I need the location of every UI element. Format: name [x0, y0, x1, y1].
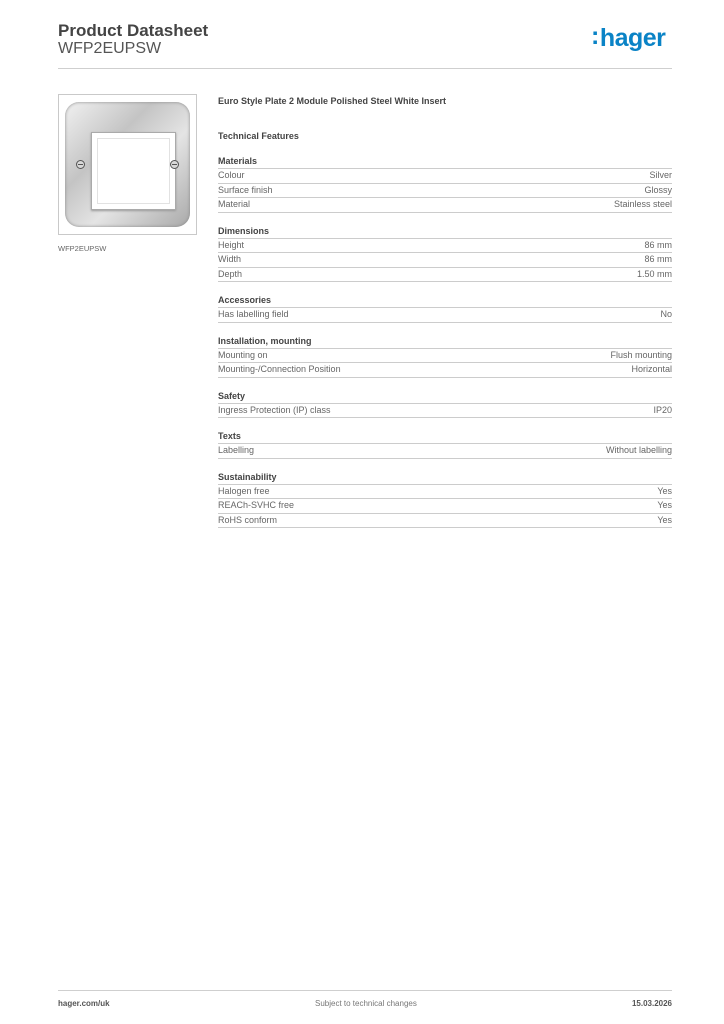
feature-section — [218, 225, 672, 283]
logo-text: hager — [599, 24, 666, 52]
spec-row — [218, 349, 672, 364]
section-title: Accessories — [218, 294, 672, 308]
spec-value: 86 mm — [644, 254, 672, 264]
feature-section — [218, 430, 672, 459]
spec-row — [218, 253, 672, 268]
spec-row — [218, 444, 672, 459]
feature-sections — [218, 155, 672, 528]
header-divider — [58, 68, 672, 69]
spec-row — [218, 268, 672, 283]
hager-logo — [591, 22, 666, 52]
spec-value: Yes — [657, 514, 672, 525]
spec-row — [218, 198, 672, 213]
spec-value: Glossy — [644, 184, 672, 195]
spec-value: Yes — [657, 485, 672, 496]
page-title: Product Datasheet — [58, 21, 209, 40]
section-title: Safety — [218, 390, 672, 404]
section-title: Installation, mounting — [218, 335, 672, 349]
spec-value: Yes — [657, 500, 672, 510]
spec-value: 86 mm — [644, 239, 672, 250]
features-heading: Technical Features — [218, 131, 299, 141]
spec-value: Silver — [649, 170, 672, 180]
spec-label: Ingress Protection (IP) class — [218, 404, 331, 415]
footer-website: hager.com/uk — [58, 999, 110, 1008]
product-name: Euro Style Plate 2 Module Polished Steel White Insert — [218, 96, 447, 106]
spec-label: Surface finish — [218, 184, 273, 195]
spec-label: Colour — [218, 170, 245, 180]
feature-section — [218, 294, 672, 323]
spec-row — [218, 169, 672, 184]
spec-value: 1.50 mm — [636, 268, 672, 279]
footer-notice: Subject to technical changes — [315, 999, 417, 1008]
spec-row — [218, 514, 672, 529]
spec-label: Halogen free — [218, 485, 270, 496]
spec-label: REACh-SVHC free — [218, 500, 295, 510]
section-title: Materials — [218, 155, 672, 169]
spec-row — [218, 308, 672, 323]
section-title: Dimensions — [218, 225, 672, 239]
spec-row — [218, 184, 672, 199]
white-insert — [91, 132, 176, 210]
screw-icon — [170, 160, 179, 169]
product-image — [58, 94, 197, 235]
spec-label: Material — [218, 199, 251, 209]
spec-label: Labelling — [218, 445, 255, 455]
footer-divider — [58, 990, 672, 991]
spec-label: Has labelling field — [218, 309, 289, 319]
section-title: Sustainability — [218, 471, 672, 485]
spec-label: Height — [218, 239, 245, 250]
feature-section — [218, 390, 672, 419]
product-code: WFP2EUPSW — [58, 40, 162, 57]
spec-value: Flush mounting — [610, 349, 672, 360]
spec-row — [218, 363, 672, 378]
spec-value: IP20 — [653, 404, 672, 415]
spec-row — [218, 485, 672, 500]
spec-row — [218, 404, 672, 419]
spec-value: No — [660, 309, 672, 319]
screw-icon — [76, 160, 85, 169]
feature-section — [218, 335, 672, 378]
feature-section — [218, 471, 672, 529]
spec-label: Width — [218, 254, 242, 264]
spec-label: Mounting on — [218, 349, 268, 360]
spec-label: Depth — [218, 268, 243, 279]
spec-label: Mounting-/Connection Position — [218, 364, 341, 374]
footer-date: 15.03.2026 — [631, 999, 672, 1008]
spec-value: Horizontal — [631, 364, 672, 374]
spec-value: Stainless steel — [613, 199, 672, 209]
feature-section — [218, 155, 672, 213]
spec-value: Without labelling — [605, 445, 672, 455]
technical-content — [218, 95, 672, 528]
spec-row — [218, 499, 672, 514]
image-caption: WFP2EUPSW — [58, 244, 107, 253]
spec-label: RoHS conform — [218, 514, 278, 525]
spec-row — [218, 239, 672, 254]
section-title: Texts — [218, 430, 672, 444]
logo-dots: : — [591, 22, 599, 50]
